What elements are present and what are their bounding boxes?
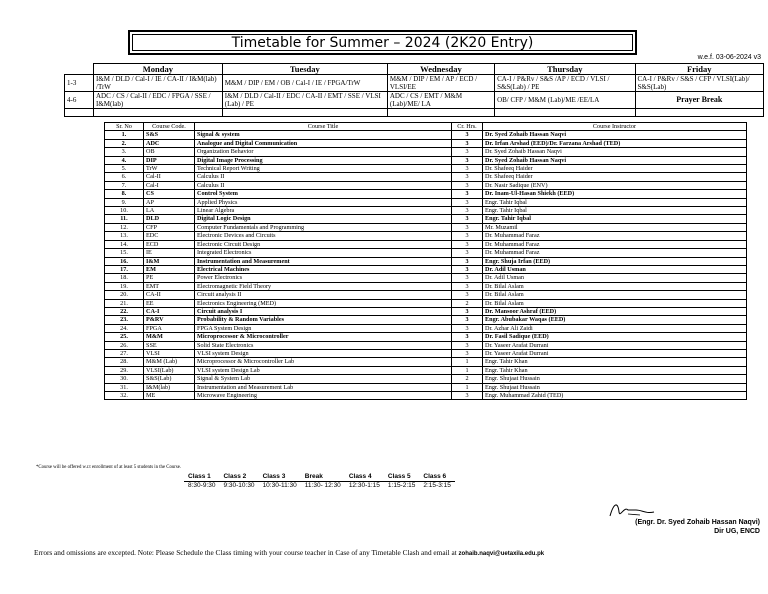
course-row [105,341,747,349]
signatory-name: (Engr. Dr. Syed Zohaib Hassan Naqvi) [635,519,760,526]
course-code-cell: I&M(lab) [144,383,195,391]
instructor-cell: Dr. Shafeeq Haider [483,173,747,181]
timetable-cell: ADC / CS / EMT / M&M (Lab)/ME/ LA [387,92,494,109]
instructor-cell: Dr. Mansoor Ashraf (EED) [483,307,747,315]
instructor-cell: Mr. Muzamil [483,223,747,231]
footer-text: Errors and omissions are excepted. Note: Please Schedule the Class timing with your course teacher in Case of any Timetable Clash and email at [34,548,459,557]
sr-no-cell: 30. [105,375,144,383]
sr-no-cell: 21. [105,299,144,307]
course-row [105,375,747,383]
credit-hours-cell: 3 [452,257,483,265]
credit-hours-cell: 3 [452,198,483,206]
course-title-cell: Signal & System Lab [195,375,452,383]
instructor-cell: Dr. Yaseer Arafat Durrani [483,341,747,349]
timetable-cell: CA-I / P&Rv / S&S /AP / ECD / VLSI / S&S(Lab) / PE [495,75,635,92]
class-slot-time: 11:30- 12:30 [304,482,341,489]
course-row [105,207,747,215]
sr-no-cell: 2. [105,139,144,147]
course-row [105,198,747,206]
course-title-cell: Integrated Electronics [195,249,452,257]
course-code-cell: M&M [144,333,195,341]
blank-corner [65,64,94,75]
credit-hours-cell: 3 [452,274,483,282]
effective-date: w.e.f. 03-06-2024 v3 [697,54,761,61]
timetable-cell: I&M / DLD / Cal-II / EDC / CA-II / EMT / SSE / VLSI (Lab) / PE [222,92,387,109]
timetable-cell: CA-I / P&Rv / S&S / CFP / VLSI(Lab)/ S&S(Lab) [635,75,763,92]
course-title-cell: Probability & Random Variables [195,316,452,324]
instructor-cell: Engr. Tahir Iqbal [483,198,747,206]
class-slot-time: 1:15-2:15 [387,482,416,489]
course-code-cell: CA-II [144,291,195,299]
course-title-cell: Circuit analysis II [195,291,452,299]
course-row [105,181,747,189]
sr-no-cell: 19. [105,282,144,290]
slot-row [65,75,764,92]
instructor-cell: Engr. Shuja Irfan (EED) [483,257,747,265]
course-code-cell: CS [144,190,195,198]
sr-no-cell: 31. [105,383,144,391]
instructor-cell: Dr. Adil Usman [483,274,747,282]
credit-hours-cell: 3 [452,223,483,231]
credit-hours-cell: 3 [452,249,483,257]
course-code-cell: SSE [144,341,195,349]
signature-block [635,518,760,536]
credit-hours-cell: 3 [452,148,483,156]
instructor-cell: Engr. Tahir Iqbal [483,207,747,215]
class-slot-name: Class 2 [219,473,258,482]
course-row [105,265,747,273]
course-row [105,358,747,366]
course-title-cell: Calculus II [195,173,452,181]
course-row [105,324,747,332]
course-title-cell: Calculus II [195,181,452,189]
credit-hours-cell: 3 [452,139,483,147]
course-title-cell: Power Electronics [195,274,452,282]
credit-hours-cell: 3 [452,173,483,181]
sr-no-cell: 26. [105,341,144,349]
instructor-cell: Engr. Shujaat Hussain [483,383,747,391]
sr-no-cell: 12. [105,223,144,231]
contact-email[interactable]: zohaib.naqvi@uetaxila.edu.pk [458,551,545,557]
course-row [105,165,747,173]
course-code-cell: CFP [144,223,195,231]
class-timing-table [184,473,455,490]
sr-no-cell: 14. [105,240,144,248]
instructor-cell: Dr. Azhar Ali Zaidi [483,324,747,332]
col-instructor: Course Instructor [483,123,747,131]
sr-no-cell: 32. [105,392,144,400]
sr-no-cell: 15. [105,249,144,257]
course-title-cell: Linear Algebra [195,207,452,215]
day-wednesday: Wednesday [387,64,494,75]
timetable-title: Timetable for Summer – 2024 (2K20 Entry) [128,30,637,55]
class-slot-name: Class 4 [345,473,384,482]
credit-hours-cell: 3 [452,333,483,341]
course-title-cell: FPGA System Design [195,324,452,332]
course-row [105,392,747,400]
instructor-cell: Dr. Muhammad Faraz [483,232,747,240]
class-slot-time: 9:30-10:30 [223,482,255,489]
course-code-cell: VLSI(Lab) [144,366,195,374]
timetable-cell: M&M / DIP / EM / AP / ECD / VLSI/EE [387,75,494,92]
course-code-cell: DLD [144,215,195,223]
instructor-cell: Engr. Tahir Iqbal [483,215,747,223]
course-code-cell: ME [144,392,195,400]
course-row [105,299,747,307]
instructor-cell: Engr. Muhammad Zahid (TED) [483,392,747,400]
class-slot-name: Class 6 [419,473,454,482]
course-title-cell: Analogue and Digital Communication [195,139,452,147]
class-slot-time: 2:15-3:15 [423,482,451,489]
timetable-cell: M&M / DIP / EM / OB / Cal-I / IE / FPGA/TrW [222,75,387,92]
instructor-cell: Engr. Shujaat Hussain [483,375,747,383]
class-slot-name: Class 5 [384,473,419,482]
day-tuesday: Tuesday [222,64,387,75]
credit-hours-cell: 3 [452,349,483,357]
course-row [105,257,747,265]
instructor-cell: Dr. Yaseer Arafat Durrani [483,349,747,357]
course-title-cell: Microwave Engineering [195,392,452,400]
course-code-cell: I&M [144,257,195,265]
course-code-cell: OB [144,148,195,156]
class-slot-time: 8:30-9:30 [188,482,216,489]
sr-no-cell: 23. [105,316,144,324]
credit-hours-cell: 3 [452,156,483,164]
col-course-title: Course Title [195,123,452,131]
course-row [105,131,747,139]
course-row [105,349,747,357]
course-title-cell: Digital Image Processing [195,156,452,164]
sr-no-cell: 13. [105,232,144,240]
credit-hours-cell: 1 [452,383,483,391]
credit-hours-cell: 3 [452,165,483,173]
day-monday: Monday [94,64,223,75]
course-title-cell: Electrical Machines [195,265,452,273]
course-code-cell: TrW [144,165,195,173]
credit-hours-cell: 3 [452,316,483,324]
course-title-cell: Electronic Circuit Design [195,240,452,248]
course-code-cell: S&S [144,131,195,139]
credit-hours-cell: 3 [452,392,483,400]
signatory-role: Dir UG, ENCD [714,528,760,535]
course-title-cell: Digital Logic Design [195,215,452,223]
course-table [104,122,747,400]
credit-hours-cell: 2 [452,299,483,307]
credit-hours-cell: 1 [452,358,483,366]
sr-no-cell: 29. [105,366,144,374]
course-code-cell: S&S(Lab) [144,375,195,383]
sr-no-cell: 7. [105,181,144,189]
course-code-cell: M&M (Lab) [144,358,195,366]
sr-no-cell: 28. [105,358,144,366]
course-rows [105,131,747,400]
footer-note [34,548,544,557]
credit-hours-cell: 3 [452,282,483,290]
course-row [105,173,747,181]
course-row [105,282,747,290]
course-code-cell: P&RV [144,316,195,324]
course-title-cell: Control System [195,190,452,198]
slot-label: 4-6 [65,92,94,109]
course-title-cell: Organization Behavior [195,148,452,156]
instructor-cell: Dr. Muhammad Faraz [483,249,747,257]
credit-hours-cell: 3 [452,291,483,299]
course-title-cell: Technical Report Writing [195,165,452,173]
course-row [105,139,747,147]
course-title-cell: Instrumentation and Measurement [195,257,452,265]
prayer-break-cell: Prayer Break [635,92,763,109]
course-title-cell: Signal & system [195,131,452,139]
course-title-cell: VLSI system Design [195,349,452,357]
course-row [105,249,747,257]
course-row [105,223,747,231]
sr-no-cell: 17. [105,265,144,273]
class-slot-time: 12:30-1:15 [348,482,380,489]
sr-no-cell: 27. [105,349,144,357]
sr-no-cell: 1. [105,131,144,139]
timetable-cell: OB/ CFP / M&M (Lab)/ME /EE/LA [495,92,635,109]
instructor-cell: Dr. Bilal Aslam [483,299,747,307]
credit-hours-cell: 3 [452,265,483,273]
instructor-cell: Dr. Bilal Aslam [483,291,747,299]
timetable-cell: I&M / DLD / Cal-I / IE / CA-II / I&M(lab) /TrW [94,75,223,92]
instructor-cell: Dr. Syed Zohaib Hassan Naqvi [483,156,747,164]
course-row [105,307,747,315]
instructor-cell: Engr. Tahir Khan [483,366,747,374]
course-row [105,240,747,248]
course-row [105,156,747,164]
course-title-cell: Microprocessor & Microcontroller Lab [195,358,452,366]
course-title-cell: Microprocessor & Microcontroller [195,333,452,341]
instructor-cell: Engr. Abubakar Waqas (EED) [483,316,747,324]
instructor-cell: Dr. Muhammad Faraz [483,240,747,248]
class-slot-name: Break [301,473,345,482]
instructor-cell: Dr. Bilal Aslam [483,282,747,290]
col-sr-no: Sr. No [105,123,144,131]
timetable-cell: ADC / CS / Cal-II / EDC / FPGA / SSE / I&M(lab) [94,92,223,109]
instructor-cell: Dr. Fasil Sadique (EED) [483,333,747,341]
course-code-cell: Cal-I [144,181,195,189]
instructor-cell: Dr. Syed Zohaib Hassan Naqvi [483,131,747,139]
course-title-cell: Solid State Electronics [195,341,452,349]
sr-no-cell: 10. [105,207,144,215]
course-code-cell: EM [144,265,195,273]
course-code-cell: CA-I [144,307,195,315]
course-row [105,148,747,156]
credit-hours-cell: 1 [452,366,483,374]
slot-row [65,92,764,109]
instructor-cell: Dr. Shafeeq Haider [483,165,747,173]
course-title-cell: Computer Fundamentals and Programming [195,223,452,231]
course-title-cell: Instrumentation and Measurement Lab [195,383,452,391]
slot-label: 1-3 [65,75,94,92]
course-code-cell: FPGA [144,324,195,332]
course-code-cell: LA [144,207,195,215]
course-row [105,383,747,391]
course-row [105,274,747,282]
class-names-row [184,473,455,482]
instructor-cell: Dr. Syed Zohaib Hassan Naqvi [483,148,747,156]
col-course-code: Course Code. [144,123,195,131]
credit-hours-cell: 3 [452,240,483,248]
credit-hours-cell: 3 [452,181,483,189]
sr-no-cell: 9. [105,198,144,206]
credit-hours-cell: 3 [452,190,483,198]
class-slot-time: 10:30-11:30 [262,482,297,489]
course-title-cell: VLSI system Design Lab [195,366,452,374]
course-code-cell: AP [144,198,195,206]
sr-no-cell: 11. [105,215,144,223]
sr-no-cell: 24. [105,324,144,332]
course-code-cell: IE [144,249,195,257]
credit-hours-cell: 3 [452,215,483,223]
day-thursday: Thursday [495,64,635,75]
course-row [105,190,747,198]
course-row [105,215,747,223]
sr-no-cell: 22. [105,307,144,315]
course-code-cell: EDC [144,232,195,240]
credit-hours-cell: 3 [452,232,483,240]
sr-no-cell: 20. [105,291,144,299]
sr-no-cell: 5. [105,165,144,173]
course-row [105,333,747,341]
course-code-cell: EE [144,299,195,307]
course-row [105,291,747,299]
class-slot-name: Class 1 [184,473,219,482]
sr-no-cell: 6. [105,173,144,181]
course-code-cell: DIP [144,156,195,164]
course-row [105,232,747,240]
course-code-cell: EMT [144,282,195,290]
credit-hours-cell: 3 [452,341,483,349]
course-row [105,316,747,324]
instructor-cell: Dr. Nasir Sadique (ENV) [483,181,747,189]
day-header-row [65,64,764,75]
class-slot-name: Class 3 [259,473,301,482]
course-code-cell: ECD [144,240,195,248]
credit-hours-cell: 3 [452,207,483,215]
sr-no-cell: 8. [105,190,144,198]
course-code-cell: PE [144,274,195,282]
sr-no-cell: 18. [105,274,144,282]
sr-no-cell: 16. [105,257,144,265]
credit-hours-cell: 3 [452,324,483,332]
course-title-cell: Electronic Devices and Circuits [195,232,452,240]
course-title-cell: Electronics Engineering (MED) [195,299,452,307]
course-code-cell: Cal-II [144,173,195,181]
course-header-row [105,123,747,131]
instructor-cell: Dr. Adil Usman [483,265,747,273]
sr-no-cell: 4. [105,156,144,164]
course-code-cell: VLSI [144,349,195,357]
instructor-cell: Engr. Tahir Khan [483,358,747,366]
instructor-cell: Dr. Irfan Arshad (EED)/Dr. Farzana Arshad (TED) [483,139,747,147]
instructor-cell: Dr. Inam-Ul-Hasan Shiekh (EED) [483,190,747,198]
weekly-timetable [64,63,764,117]
enrollment-note: *Course will be offered w.r.t enrollment of at least 5 students in the Course. [36,465,182,470]
sr-no-cell: 25. [105,333,144,341]
course-title-cell: Circuit analysis I [195,307,452,315]
class-times-row [184,482,455,491]
credit-hours-cell: 3 [452,307,483,315]
course-code-cell: ADC [144,139,195,147]
spacer-row [65,109,764,117]
credit-hours-cell: 2 [452,375,483,383]
course-title-cell: Applied Physics [195,198,452,206]
course-title-cell: Electromagnetic Field Theory [195,282,452,290]
sr-no-cell: 3. [105,148,144,156]
day-friday: Friday [635,64,763,75]
course-row [105,366,747,374]
credit-hours-cell: 3 [452,131,483,139]
col-credit-hours: Cr. Hrs. [452,123,483,131]
